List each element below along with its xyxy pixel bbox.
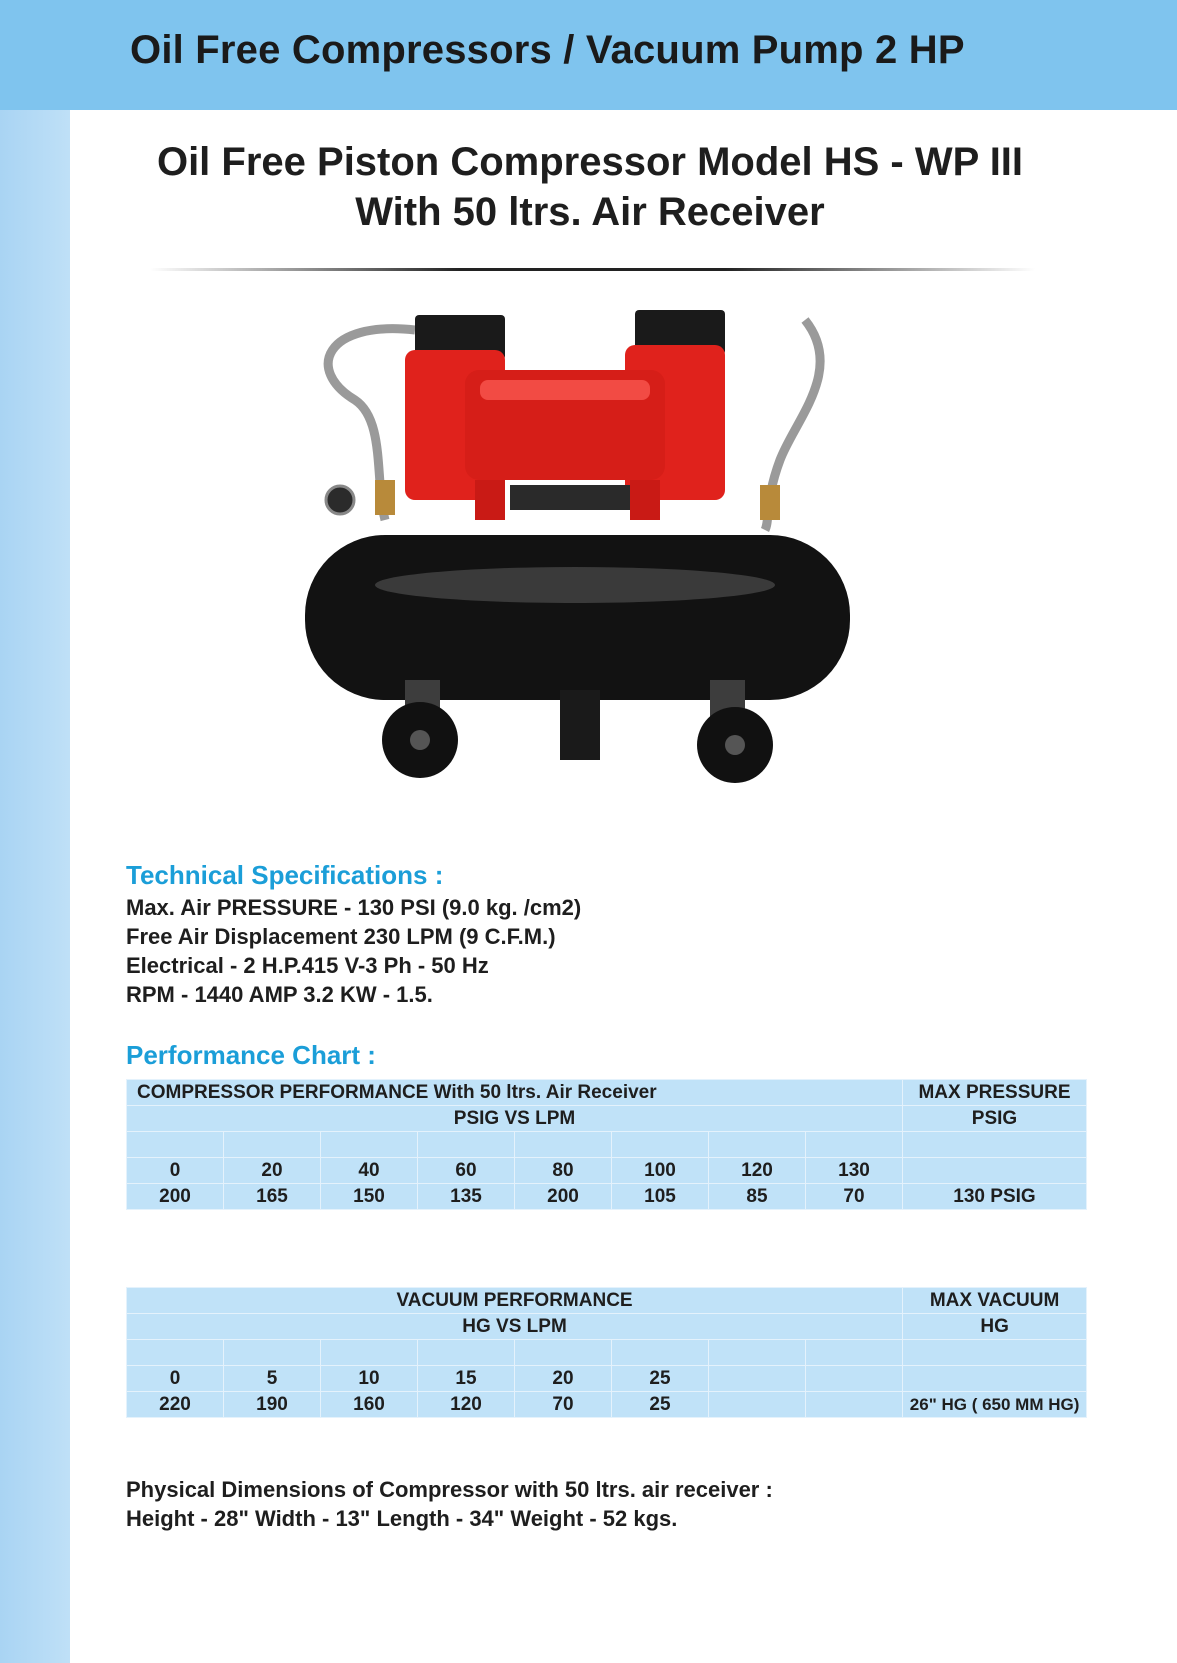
psig-cell: 80 (515, 1158, 612, 1184)
lpm-cell: 25 (612, 1392, 709, 1418)
lpm-cell: 135 (418, 1184, 515, 1210)
pressure-gauge (326, 486, 354, 514)
lpm-cell: 200 (515, 1184, 612, 1210)
table-row (127, 1184, 1087, 1210)
motor-base-left (475, 480, 505, 520)
psig-cell: 60 (418, 1158, 515, 1184)
motor-highlight (480, 380, 650, 400)
physical-dimensions-values: Height - 28" Width - 13" Length - 34" Weight - 52 kgs. (126, 1506, 678, 1531)
spec-line: RPM - 1440 AMP 3.2 KW - 1.5. (126, 982, 433, 1007)
psig-cell: 40 (321, 1158, 418, 1184)
physical-dimensions-heading: Physical Dimensions of Compressor with 50 ltrs. air receiver : (126, 1477, 773, 1502)
lpm-cell: 165 (224, 1184, 321, 1210)
lpm-cell: 200 (127, 1184, 224, 1210)
model-title-line2: With 50 ltrs. Air Receiver (355, 190, 825, 234)
lpm-cell: 70 (515, 1392, 612, 1418)
lpm-cell: 150 (321, 1184, 418, 1210)
hg-cell: 25 (612, 1366, 709, 1392)
hg-cell (806, 1366, 903, 1392)
title-divider (150, 268, 1035, 271)
tech-specs-heading: Technical Specifications : (126, 860, 444, 890)
air-compressor-image (285, 310, 895, 830)
max-vacuum-label: MAX VACUUM (903, 1288, 1087, 1314)
vacuum-performance-table (126, 1287, 1087, 1418)
max-pressure-value: 130 PSIG (903, 1184, 1087, 1210)
lpm-cell: 120 (418, 1392, 515, 1418)
max-vacuum-unit: HG (903, 1314, 1087, 1340)
psig-cell: 100 (612, 1158, 709, 1184)
lpm-cell: 190 (224, 1392, 321, 1418)
model-title (70, 137, 1110, 237)
hg-cell: 10 (321, 1366, 418, 1392)
lpm-cell: 85 (709, 1184, 806, 1210)
psig-cell: 130 (806, 1158, 903, 1184)
tank-highlight (375, 567, 775, 603)
vacuum-table-subtitle: HG VS LPM (127, 1314, 903, 1340)
motor-fan (510, 485, 630, 510)
side-accent-strip (0, 0, 70, 1663)
psig-cell: 120 (709, 1158, 806, 1184)
hg-cell: 20 (515, 1366, 612, 1392)
header-band (0, 0, 1177, 110)
hg-cell: 5 (224, 1366, 321, 1392)
lpm-cell (806, 1392, 903, 1418)
table-spacer-row (127, 1340, 1087, 1366)
right-wheel-hub (725, 735, 745, 755)
tech-specs-list (126, 893, 581, 1009)
left-wheel-hub (410, 730, 430, 750)
lpm-cell: 70 (806, 1184, 903, 1210)
motor-base-right (630, 480, 660, 520)
lpm-cell: 105 (612, 1184, 709, 1210)
brass-fitting-left (375, 480, 395, 515)
model-title-line1: Oil Free Piston Compressor Model HS - WP III (156, 140, 1024, 184)
lpm-cell: 220 (127, 1392, 224, 1418)
brass-fitting-right (760, 485, 780, 520)
air-tank (305, 535, 850, 700)
table-spacer-row (127, 1132, 1087, 1158)
max-vacuum-value: 26" HG ( 650 MM HG) (903, 1392, 1087, 1418)
psig-cell: 20 (224, 1158, 321, 1184)
table-row (127, 1158, 1087, 1184)
hg-cell: 0 (127, 1366, 224, 1392)
compressor-performance-table (126, 1079, 1087, 1210)
performance-heading: Performance Chart : (126, 1040, 376, 1070)
physical-dimensions (126, 1475, 773, 1533)
vacuum-table-title: VACUUM PERFORMANCE (127, 1288, 903, 1314)
tank-center-foot (560, 690, 600, 760)
psig-cell: 0 (127, 1158, 224, 1184)
table-row (127, 1366, 1087, 1392)
compressor-table-subtitle: PSIG VS LPM (127, 1106, 903, 1132)
page-title: Oil Free Compressors / Vacuum Pump 2 HP (130, 28, 965, 72)
lpm-cell (709, 1392, 806, 1418)
spec-line: Free Air Displacement 230 LPM (9 C.F.M.) (126, 924, 556, 949)
hg-cell (709, 1366, 806, 1392)
table-row (127, 1392, 1087, 1418)
max-pressure-label: MAX PRESSURE (903, 1080, 1087, 1106)
spec-line: Max. Air PRESSURE - 130 PSI (9.0 kg. /cm2) (126, 895, 582, 920)
compressor-table-title: COMPRESSOR PERFORMANCE With 50 ltrs. Air Receiver (127, 1080, 903, 1106)
hg-cell: 15 (418, 1366, 515, 1392)
lpm-cell: 160 (321, 1392, 418, 1418)
spec-line: Electrical - 2 H.P.415 V-3 Ph - 50 Hz (126, 953, 489, 978)
max-pressure-unit: PSIG (903, 1106, 1087, 1132)
